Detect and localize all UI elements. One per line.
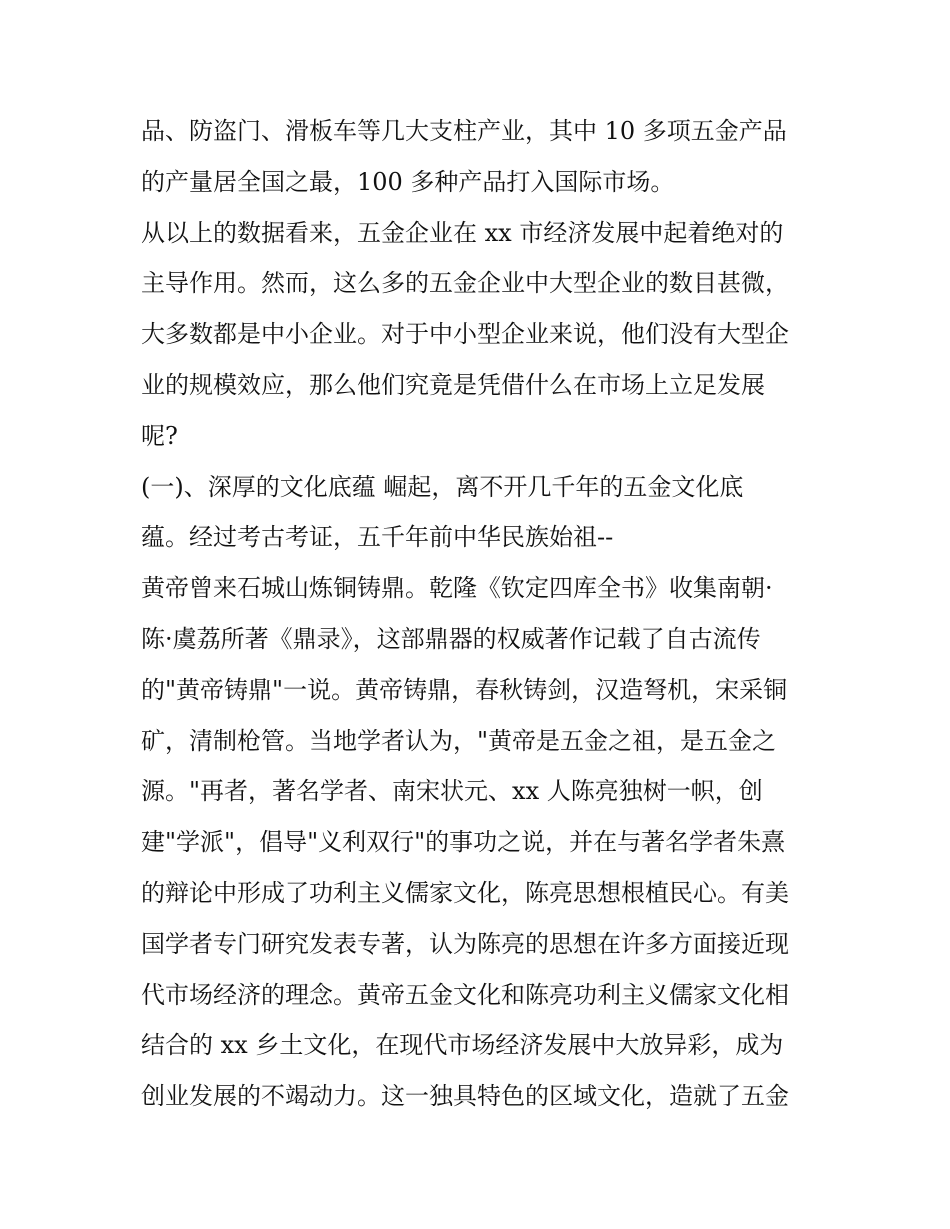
text-line: 的产量居全国之最，100 多种产品打入国际市场。 [141,167,675,196]
text-line: 建"学派"，倡导"义利双行"的事功之说，并在与著名学者朱熹 [141,828,786,857]
text-line: 的辩论中形成了功利主义儒家文化，陈亮思想根植民心。有美 [141,878,789,907]
text-line: 主导作用。然而，这么多的五金企业中大型企业的数目甚微， [141,269,789,298]
text-line: 结合的 xx 乡土文化，在现代市场经济发展中大放异彩，成为 [141,1031,784,1060]
text-line: 品、防盗门、滑板车等几大支柱产业，其中 10 多项五金产品 [141,117,787,145]
text-line: 的"黄帝铸鼎"一说。黄帝铸鼎，春秋铸剑，汉造弩机，宋采铜 [141,675,788,704]
text-line: 矿，清制枪管。当地学者认为，"黄帝是五金之祖，是五金之 [141,726,777,755]
text-line: 从以上的数据看来，五金企业在 xx 市经济发展中起着绝对的 [141,218,784,247]
text-line: 国学者专门研究发表专著，认为陈亮的思想在许多方面接近现 [141,929,789,958]
text-line: 黄帝曾来石城山炼铜铸鼎。乾隆《钦定四库全书》收集南朝· [141,574,773,603]
text-line: 创业发展的不竭动力。这一独具特色的区域文化，造就了五金 [141,1082,789,1111]
text-line: 呢? [141,421,178,450]
body-text [141,106,821,1122]
text-line: 大多数都是中小企业。对于中小型企业来说，他们没有大型企 [141,320,789,349]
text-line: 业的规模效应，那么他们究竟是凭借什么在市场上立足发展 [141,370,765,399]
text-line: 陈·虞荔所著《鼎录》，这部鼎器的权威著作记载了自古流传 [141,624,761,653]
text-line: 代市场经济的理念。黄帝五金文化和陈亮功利主义儒家文化相 [141,980,789,1009]
text-line: 源。"再者，著名学者、南宋状元、xx 人陈亮独树一帜，创 [141,777,763,806]
text-line: 蕴。经过考古考证，五千年前中华民族始祖-- [141,523,614,552]
text-line: (一)、深厚的文化底蕴 崛起，离不开几千年的五金文化底 [141,472,744,501]
